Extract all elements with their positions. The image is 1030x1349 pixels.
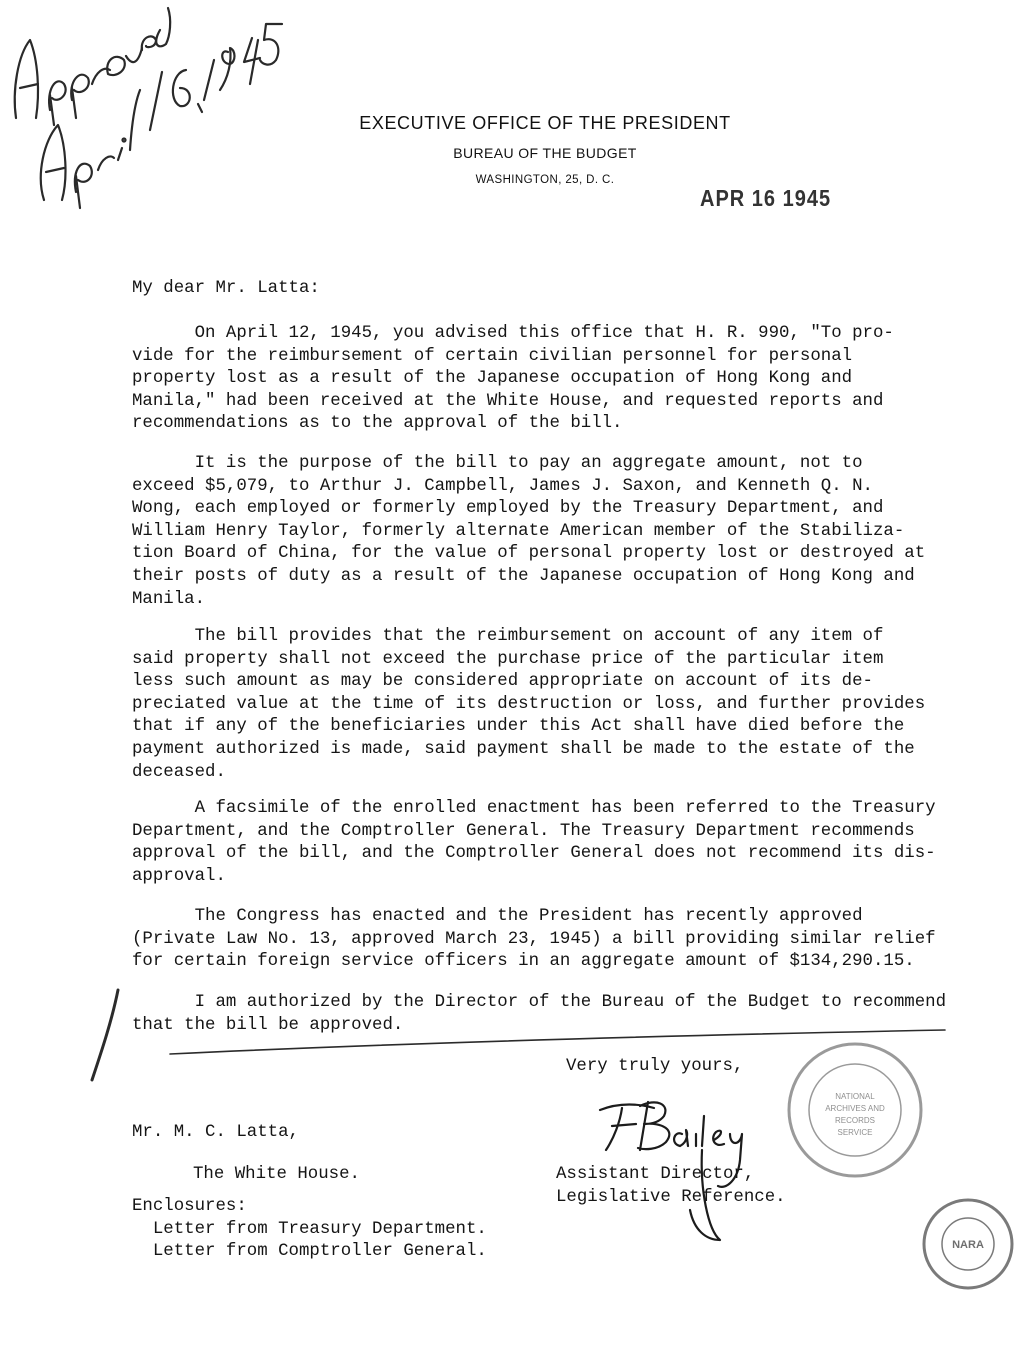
svg-text:SERVICE: SERVICE [837, 1128, 873, 1137]
addressee-place: The White House. [193, 1165, 360, 1184]
paragraph-3: The bill provides that the reimbursement on account of any item of said property shall not exceed the purchase price of the particular item less such amount as may be considered appropriate on account of its de- preciated value at the time of its destruction or loss, and further provides that if any of the beneficiaries under this Act shall have died before the payment authorized is made, said payment shall be made to the estate of the deceased. [132, 627, 926, 782]
letterhead-bureau: BUREAU OF THE BUDGET [453, 145, 637, 161]
letterhead-address: WASHINGTON, 25, D. C. [475, 174, 615, 186]
paragraph-2: It is the purpose of the bill to pay an aggregate amount, not to exceed $5,079, to Arthur J. Campbell, James J. Saxon, and Kenneth Q. N. Wong, each employed or formerly employed by the Treasury Department, and William Henry Taylor, formerly alternate American member of the Stabiliza- tion Board of China, for the value of personal property lost or destroyed at their posts of duty as a result of the Japanese occupation of Hong Kong and Manila. [132, 454, 926, 609]
addressee-name: Mr. M. C. Latta, [132, 1123, 299, 1142]
paragraph-5: The Congress has enacted and the President has recently approved (Private Law No. 13, approved March 23, 1945) a bill providing similar relief for certain foreign service officers in an aggregate amount of $134,290.15. [132, 907, 936, 972]
svg-text:NATIONAL: NATIONAL [835, 1092, 875, 1101]
nara-seal-icon [918, 1194, 1018, 1294]
paragraph-6: I am authorized by the Director of the Bureau of the Budget to recommend that the bill be approved. [132, 993, 947, 1035]
enclosures: Enclosures: Letter from Treasury Department. Letter from Comptroller General. [132, 1197, 487, 1262]
received-date-stamp: APR 16 1945 [700, 186, 832, 212]
archive-seal-icon [780, 1035, 930, 1185]
signer-title: Assistant Director, Legislative Reference. [556, 1165, 786, 1207]
salutation: My dear Mr. Latta: [132, 279, 320, 298]
paragraph-1: On April 12, 1945, you advised this office that H. R. 990, "To pro- vide for the reimbursement of certain civilian personnel for personal property lost as a result of the Japanese occupation of Hong Kong and Manila," had been received at the White House, and requested reports and recommendations as to the approval of the bill. [132, 324, 894, 434]
svg-text:ARCHIVES AND: ARCHIVES AND [825, 1104, 885, 1113]
letterhead-title: EXECUTIVE OFFICE OF THE PRESIDENT [359, 113, 731, 133]
closing: Very truly yours, [566, 1057, 744, 1076]
svg-text:RECORDS: RECORDS [834, 1116, 876, 1125]
svg-text:NARA: NARA [952, 1239, 984, 1251]
paragraph-4: A facsimile of the enrolled enactment has been referred to the Treasury Department, and the Comptroller General. The Treasury Department recommends approval of the bill, and the Comptroller General does not recommend its dis- approval. [132, 799, 936, 886]
